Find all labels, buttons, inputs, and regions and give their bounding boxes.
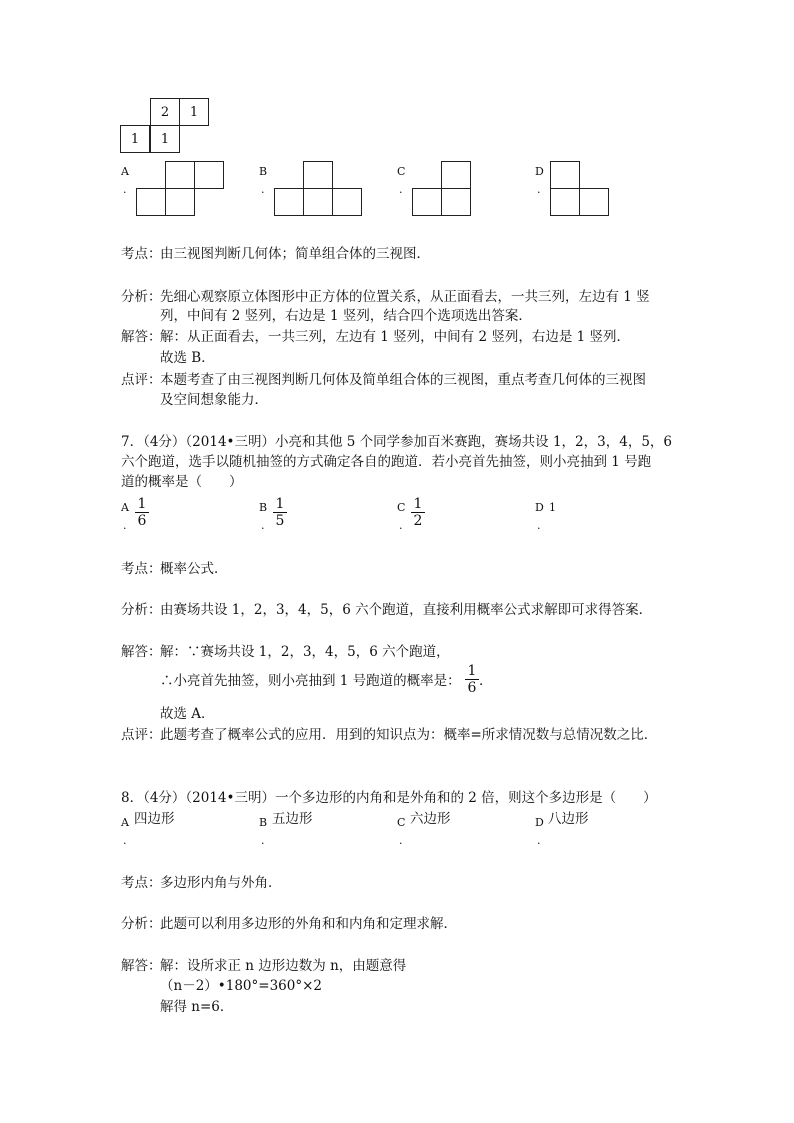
q8-option-c-dot: . [399, 834, 403, 847]
option-b-dot: . [261, 183, 265, 196]
q6-jieda-line1: 解：从正面看去，一共三列，左边有 1 竖列，中间有 2 竖列，右边是 1 竖列． [160, 329, 631, 345]
q7-fenxi: 由赛场共设 1，2，3，4，5，6 六个跑道，直接利用概率公式求解即可求得答案． [160, 602, 653, 618]
q7-option-c-fraction [411, 497, 425, 528]
grid-cell [441, 188, 471, 216]
option-d-dot: . [537, 183, 541, 196]
q8-jieda-line2: （n－2）•180°=360°×2 [160, 978, 322, 994]
grid-cell [274, 188, 304, 216]
option-c-letter: C [397, 165, 406, 178]
q7-kaodian-label: 考点： [121, 561, 162, 577]
q8-fenxi: 此题可以利用多边形的外角和和内角和定理求解． [160, 916, 457, 932]
grid-cell: 2 [150, 98, 180, 126]
option-b-letter: B [259, 165, 268, 178]
q6-dianping-label: 点评： [121, 372, 162, 388]
q6-jieda-line2: 故选 B． [160, 350, 215, 366]
q6-kaodian-label: 考点： [121, 246, 162, 262]
q7-option-a-fraction [135, 497, 149, 528]
q8-option-a-dot: . [123, 834, 127, 847]
q6-fenxi-line2: 列，中间有 2 竖列，右边是 1 竖列，结合四个选项选出答案． [160, 308, 532, 324]
grid-cell [412, 188, 442, 216]
q7-option-a-dot: . [123, 519, 127, 532]
q8-fenxi-label: 分析： [121, 916, 162, 932]
q7-option-a-letter: A [121, 501, 129, 514]
fraction-numerator: 1 [467, 663, 477, 679]
option-d-letter: D [535, 165, 544, 178]
grid-cell [165, 161, 195, 189]
q7-option-b-dot: . [261, 519, 265, 532]
q7-jieda-label: 解答： [121, 644, 162, 660]
q8-jieda-line3: 解得 n=6． [160, 999, 234, 1015]
q7-option-b-fraction [273, 497, 287, 528]
q8-option-b-text: 五边形 [272, 811, 313, 827]
q7-option-c-dot: . [399, 519, 403, 532]
q7-option-d-letter: D [535, 501, 544, 514]
fraction-numerator: 1 [413, 496, 423, 512]
q8-kaodian-label: 考点： [121, 875, 162, 891]
q7-option-d-dot: . [537, 519, 541, 532]
q7-option-d-value: 1 [549, 501, 556, 514]
q8-option-d-dot: . [537, 834, 541, 847]
q6-fenxi-label: 分析： [121, 289, 162, 305]
q6-fenxi-line1: 先细心观察原立体图形中正方体的位置关系，从正面看去，一共三列，左边有 1 竖 [160, 289, 650, 305]
q7-stem-line1: 7．（4分）（2014•三明）小亮和其他 5 个同学参加百米赛跑，赛场共设 1，2，3，4，5，6 [121, 434, 672, 450]
grid-cell [550, 188, 580, 216]
q7-kaodian: 概率公式． [160, 561, 228, 577]
grid-cell [136, 188, 166, 216]
fraction-denominator: 6 [467, 680, 477, 696]
option-c-dot: . [399, 183, 403, 196]
q7-jieda-line3: 故选 A． [160, 706, 215, 722]
q8-jieda-line1: 解：设所求正 n 边形边数为 n，由题意得 [160, 958, 407, 974]
q8-kaodian: 多边形内角与外角． [160, 875, 282, 891]
grid-cell: 1 [120, 125, 150, 153]
q8-option-b-letter: B [259, 816, 268, 829]
q6-dianping-line1: 本题考查了由三视图判断几何体及简单组合体的三视图，重点考查几何体的三视图 [160, 372, 646, 388]
q7-option-b-letter: B [259, 501, 268, 514]
q7-fenxi-label: 分析： [121, 602, 162, 618]
grid-cell [441, 161, 471, 189]
q7-jieda-line2: ∴小亮首先抽签，则小亮抽到 1 号跑道的概率是： [160, 673, 461, 689]
q6-jieda-label: 解答： [121, 329, 162, 345]
q8-option-c-letter: C [397, 816, 406, 829]
q8-option-c-text: 六边形 [410, 811, 451, 827]
option-a-letter: A [121, 165, 129, 178]
q7-dianping: 此题考查了概率公式的应用．用到的知识点为：概率=所求情况数与总情况数之比． [160, 727, 658, 743]
option-a-dot: . [123, 183, 127, 196]
q7-jieda-fraction [465, 664, 479, 695]
q7-jieda-line1: 解：∵赛场共设 1，2，3，4，5，6 六个跑道， [160, 644, 450, 660]
q8-option-b-dot: . [261, 834, 265, 847]
q8-jieda-label: 解答： [121, 958, 162, 974]
q8-option-d-letter: D [535, 816, 544, 829]
grid-cell [194, 161, 224, 189]
q6-kaodian: 由三视图判断几何体；简单组合体的三视图． [160, 246, 430, 262]
q8-option-d-text: 八边形 [548, 811, 589, 827]
fraction-denominator: 2 [413, 513, 423, 529]
fraction-denominator: 5 [275, 513, 285, 529]
q6-dianping-line2: 及空间想象能力． [160, 392, 268, 408]
grid-cell: 1 [150, 125, 180, 153]
q7-option-c-letter: C [397, 501, 406, 514]
fraction-numerator: 1 [275, 496, 285, 512]
grid-cell [579, 188, 609, 216]
grid-cell [332, 188, 362, 216]
fraction-denominator: 6 [137, 513, 147, 529]
q7-stem-line3: 道的概率是（ ） [121, 474, 243, 490]
q8-option-a-letter: A [121, 816, 129, 829]
grid-cell [550, 161, 580, 189]
grid-cell [303, 161, 333, 189]
q8-option-a-text: 四边形 [134, 811, 175, 827]
grid-cell: 1 [179, 98, 209, 126]
q7-dianping-label: 点评： [121, 727, 162, 743]
fraction-numerator: 1 [137, 496, 147, 512]
q8-stem: 8．（4分）（2014•三明）一个多边形的内角和是外角和的 2 倍，则这个多边形是（ ） [121, 790, 657, 806]
q7-stem-line2: 六个跑道，选手以随机抽签的方式确定各自的跑道．若小亮首先抽签，则小亮抽到 1 号跑 [121, 454, 652, 470]
grid-cell [303, 188, 333, 216]
grid-cell [165, 188, 195, 216]
q7-jieda-line2-end: ． [479, 673, 493, 689]
